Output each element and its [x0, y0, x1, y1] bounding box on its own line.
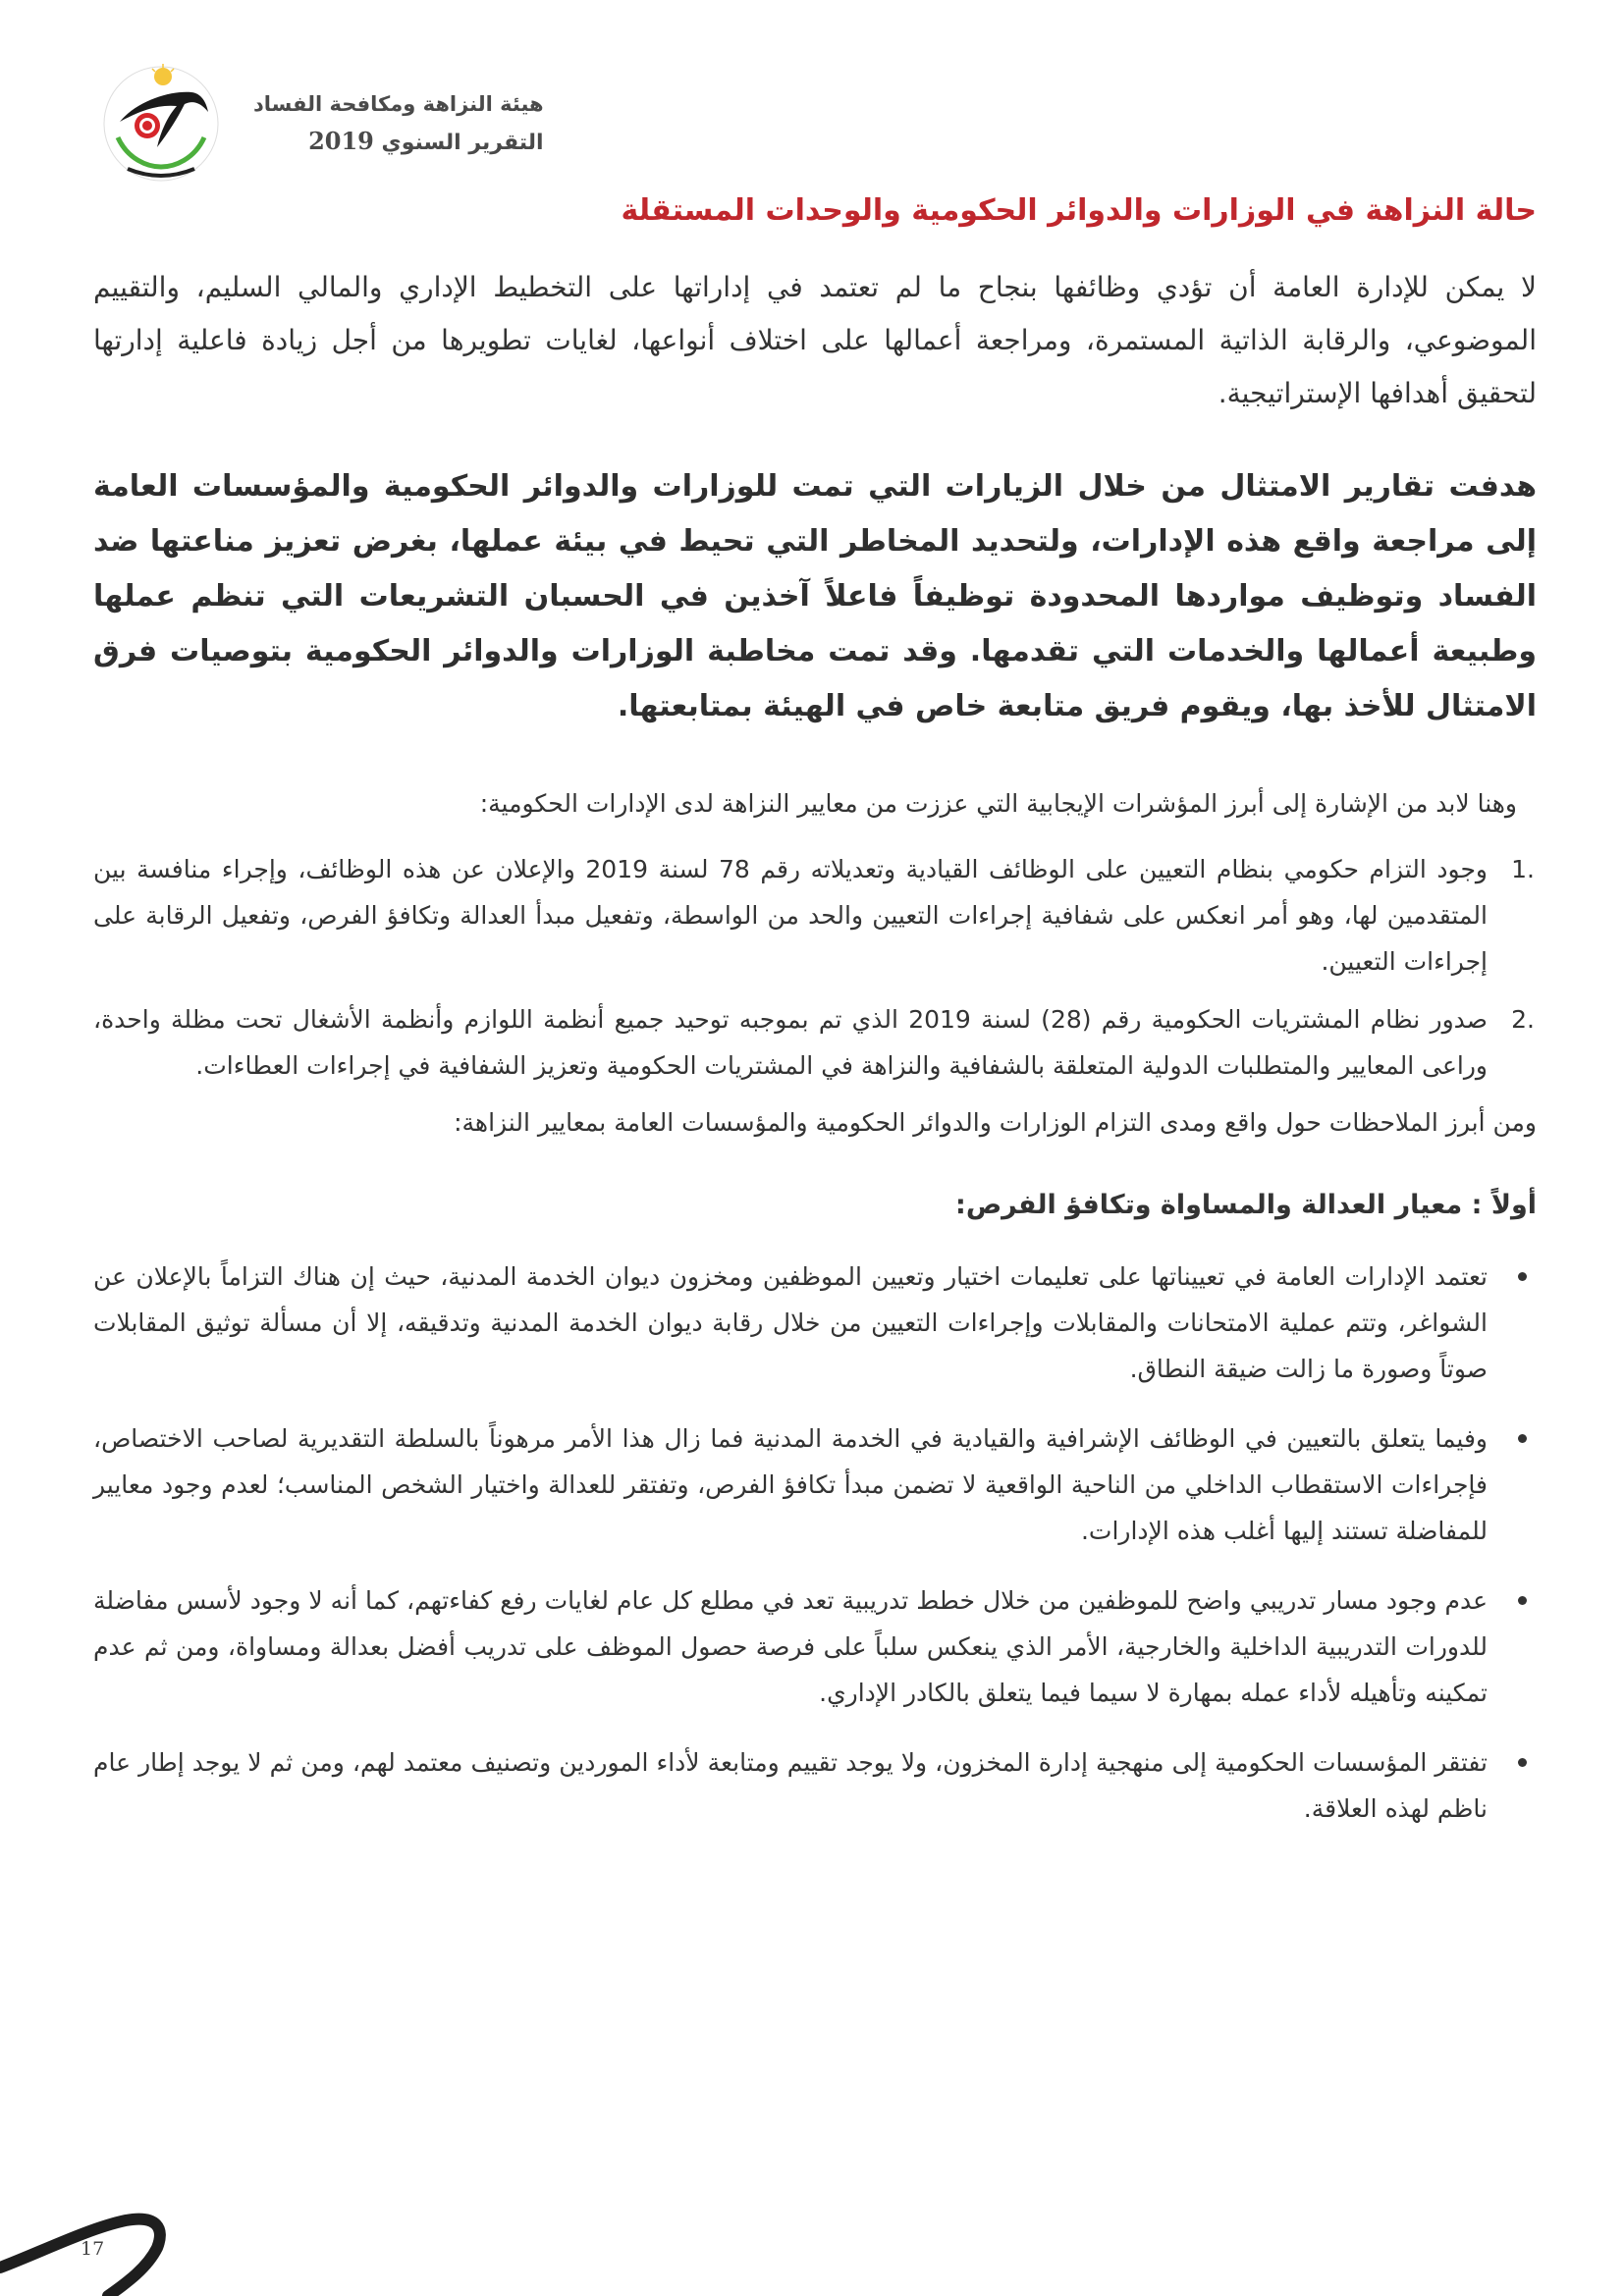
swoosh-curve-icon	[0, 2160, 177, 2296]
item-text: تفتقر المؤسسات الحكومية إلى منهجية إدارة المخزون، ولا يوجد تقييم ومتابعة لأداء الموردين وتصنيف معتمد لهم، ومن ثم لا يوجد إطار عام ناظم لهذه العلاقة.	[93, 1748, 1488, 1823]
bullet-icon	[1518, 1434, 1527, 1443]
main-content	[93, 187, 1537, 1855]
item-text: تعتمد الإدارات العامة في تعييناتها على تعليمات اختيار وتعيين الموظفين ومخزون ديوان الخدمة المدنية، حيث إن هناك التزاماً بالإعلان عن الشواغر، وتتم عملية الامتحانات والمقابلات وإجراءات التعيين من خلال رقابة ديوان الخدمة المدنية وتدقيقه، إلا أن مسألة توثيق المقابلات صوتاً وصورة ما زالت ضيقة النطاق.	[93, 1262, 1488, 1383]
item-text: وفيما يتعلق بالتعيين في الوظائف الإشرافية والقيادية في الخدمة المدنية فما زال هذا الأمر مرهوناً بالسلطة التقديرية لصاحب الاختصاص، فإجراءات الاستقطاب الداخلي من الناحية الواقعية لا تضمن مبدأ تكافؤ الفرص، وتفتقر للعدالة واختيار الشخص المناسب؛ لعدم وجود معايير للمفاضلة تستند إليها أغلب هذه الإدارات.	[93, 1424, 1488, 1545]
list-item	[93, 996, 1537, 1089]
page-header	[98, 61, 544, 187]
list-item	[93, 1415, 1537, 1554]
bullet-icon	[1518, 1758, 1527, 1767]
report-label	[253, 123, 544, 162]
list-item	[93, 1739, 1537, 1832]
list-item	[93, 1254, 1537, 1392]
item-number: 1.	[1511, 855, 1535, 883]
report-label-text: التقرير السنوي	[381, 131, 544, 155]
bullet-icon	[1518, 1272, 1527, 1281]
list-item	[93, 846, 1537, 985]
header-text	[253, 85, 544, 162]
organization-name: هيئة النزاهة ومكافحة الفساد	[253, 92, 544, 116]
bullet-icon	[1518, 1596, 1527, 1605]
item-text: وجود التزام حكومي بنظام التعيين على الوظائف القيادية وتعديلاته رقم 78 لسنة 2019 والإعلان عن هذه الوظائف، وإجراء منافسة بين المتقدمين لها، وهو أمر انعكس على شفافية إجراءات التعيين والحد من الواسطة، وتفعيل مبدأ العدالة وتكافؤ الفرص، وتفعيل الرقابة على إجراءات التعيين.	[93, 855, 1489, 976]
positive-indicators-list	[93, 846, 1537, 1089]
observations-intro: ومن أبرز الملاحظات حول واقع ومدى التزام الوزارات والدوائر الحكومية والمؤسسات العامة بمعايير النزاهة:	[454, 1108, 1537, 1137]
page-number: 17	[81, 2238, 105, 2260]
intro-paragraph: لا يمكن للإدارة العامة أن تؤدي وظائفها بنجاح ما لم تعتمد في إداراتها على التخطيط الإداري والمالي السليم، والتقييم الموضوعي، والرقابة الذاتية المستمرة، ومراجعة أعمالها على اختلاف أنواعها، لغايات تطويرها من أجل زيادة فاعلية إدارتها لتحقيق أهدافها الإستراتيجية.	[93, 271, 1537, 409]
positive-indicators-intro: وهنا لابد من الإشارة إلى أبرز المؤشرات الإيجابية التي عززت من معايير النزاهة لدى الإدارات الحكومية:	[479, 789, 1517, 818]
page-title: حالة النزاهة في الوزارات والدوائر الحكومية والوحدات المستقلة	[621, 193, 1537, 228]
item-text: صدور نظام المشتريات الحكومية رقم (28) لسنة 2019 الذي تم بموجبه توحيد جميع أنظمة اللوازم وأنظمة الأشغال تحت مظلة واحدة، وراعى المعايير والمتطلبات الدولية المتعلقة بالشفافية والنزاهة في المشتريات الحكومية وتعزيز الشفافية في إجراءات العطاءات.	[93, 1005, 1489, 1080]
section-heading: أولاً : معيار العدالة والمساواة وتكافؤ الفرص:	[955, 1190, 1537, 1220]
list-item	[93, 1577, 1537, 1716]
observations-list	[93, 1254, 1537, 1832]
compliance-paragraph: هدفت تقارير الامتثال من خلال الزيارات التي تمت للوزارات والدوائر الحكومية والمؤسسات العامة إلى مراجعة واقع هذه الإدارات، ولتحديد المخاطر التي تحيط في بيئة عملها، بغرض تعزيز مناعتها ضد الفساد وتوظيف مواردها المحدودة توظيفاً فاعلاً آخذين في الحسبان التشريعات التي تنظم عملها وطبيعة أعمالها والخدمات التي تقدمها. وقد تمت مخاطبة الوزارات والدوائر الحكومية بتوصيات فرق الامتثال للأخذ بها، ويقوم فريق متابعة خاص في الهيئة بمتابعتها.	[93, 469, 1537, 723]
integrity-commission-logo-icon	[98, 61, 224, 187]
report-year: 2019	[308, 127, 374, 155]
item-number: 2.	[1511, 1005, 1535, 1034]
item-text: عدم وجود مسار تدريبي واضح للموظفين من خلال خطط تدريبية تعد في مطلع كل عام لغايات رفع كفاءتهم، كما أنه لا وجود لأسس مفاضلة للدورات التدريبية الداخلية والخارجية، الأمر الذي ينعكس سلباً على فرصة حصول الموظف على تدريب أفضل بعدالة ومساواة، ومن ثم عدم تمكينه وتأهيله لأداء عمله بمهارة لا سيما فيما يتعلق بالكادر الإداري.	[93, 1586, 1488, 1707]
